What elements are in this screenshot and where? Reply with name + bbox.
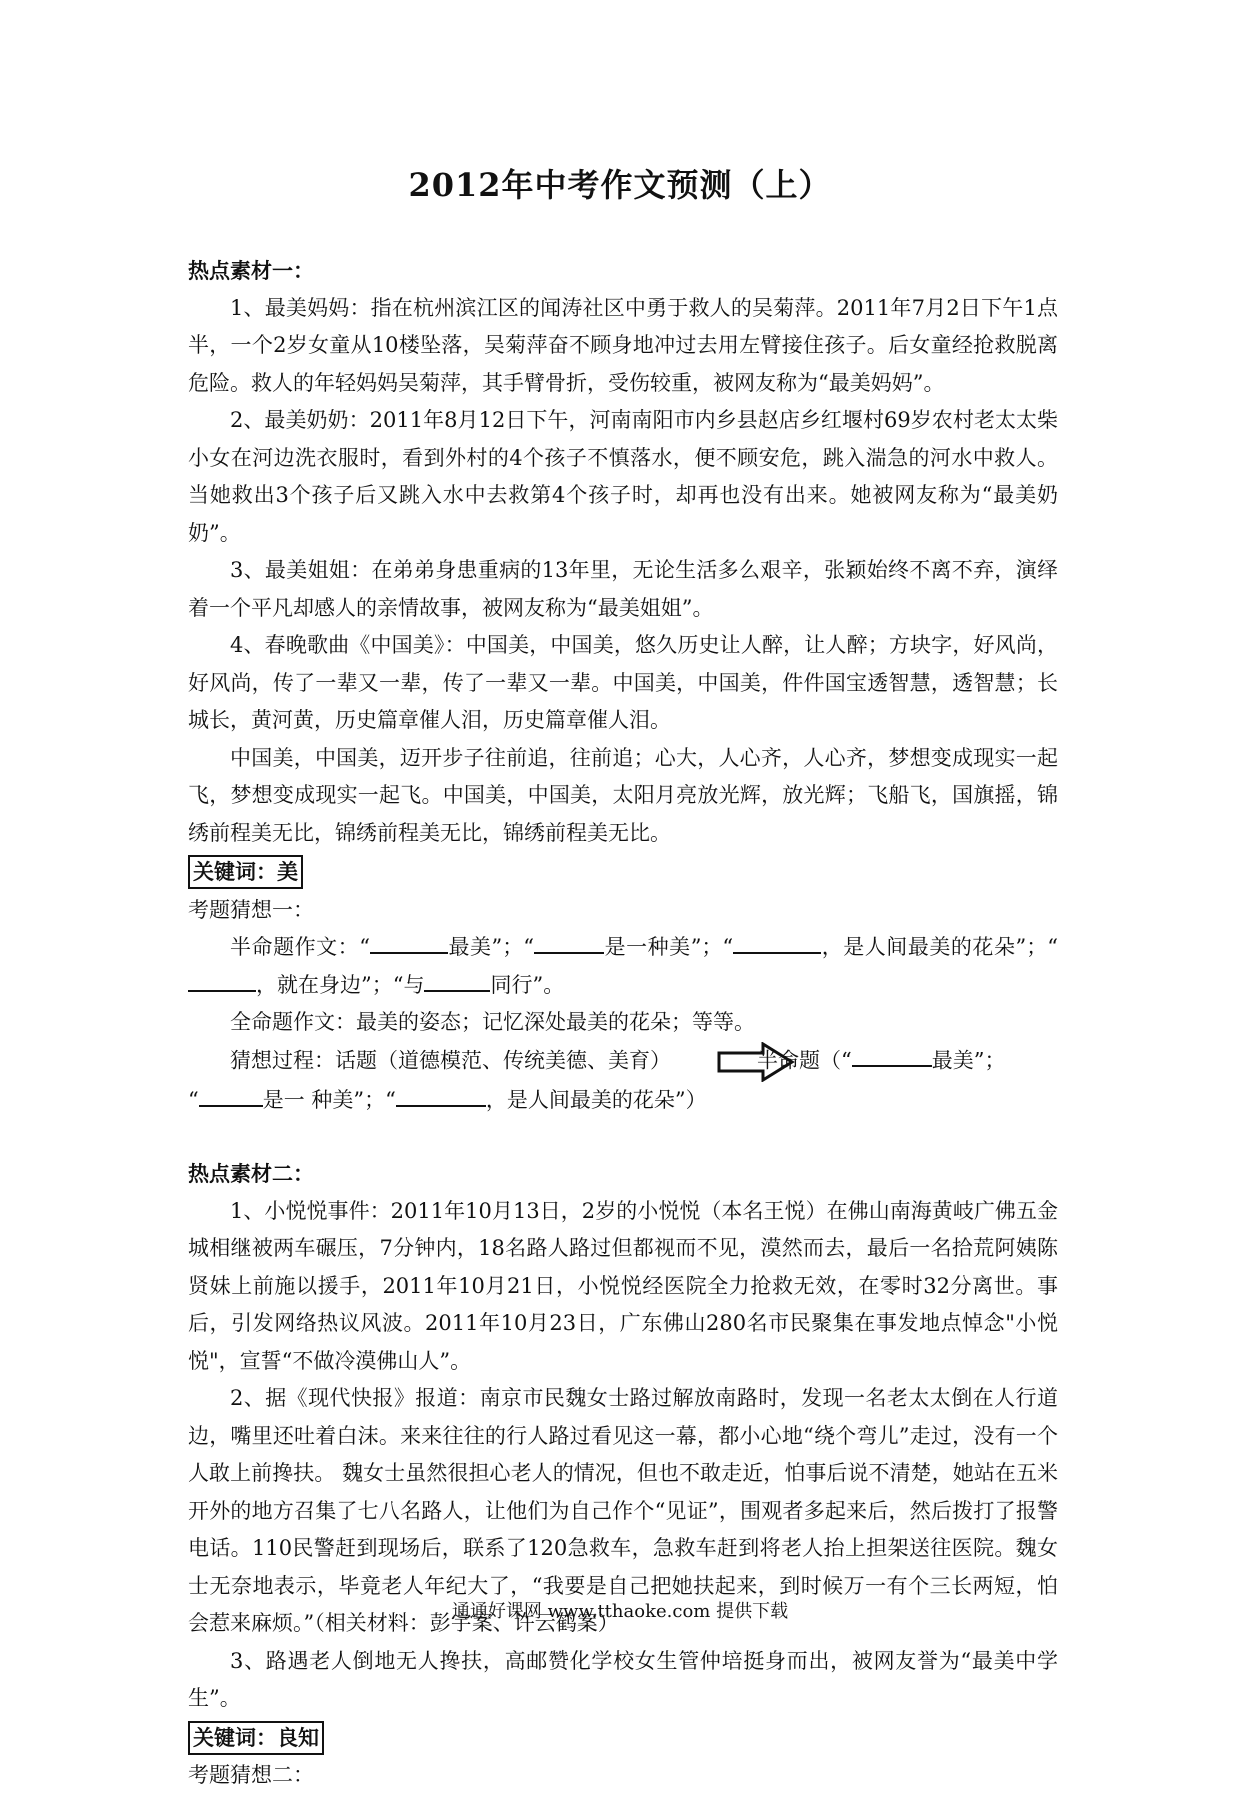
- full-proposition-line: 全命题作文：最美的姿态；记忆深处最美的花朵；等等。: [230, 1010, 755, 1034]
- right-arrow-icon: [675, 1042, 753, 1082]
- paragraph: 3、路遇老人倒地无人搀扶，高邮赞化学校女生管仲培挺身而出，被网友誉为“最美中学生”。: [188, 1648, 1058, 1710]
- section-heading-1: 热点素材一：: [188, 258, 314, 283]
- page-footer: 通通好课网 www.tthaoke.com 提供下载: [451, 1601, 789, 1622]
- text-fragment: 是一种美”；“: [604, 935, 734, 959]
- text-fragment: ，是人间最美的花朵”）: [485, 1087, 707, 1112]
- paragraph: 中国美，中国美，迈开步子往前追，往前追；心大，人心齐，人心齐，梦想变成现实一起飞，梦想变成现实一起飞。中国美，中国美，太阳月亮放光辉，放光辉；飞船飞，国旗摇，锦绣前程美无比，锦绣前程美无比，锦绣前程美无比。: [188, 745, 1058, 845]
- blank-line: [733, 930, 821, 954]
- document-body: [188, 252, 1058, 1795]
- text-fragment: ，是人间最美的花朵”；“: [821, 935, 1058, 959]
- blank-line: [370, 930, 448, 954]
- text-fragment: 是一 种美”；“: [262, 1087, 396, 1112]
- text-fragment: 猜想过程：话题（道德模范、传统美德、美育）: [230, 1048, 671, 1072]
- text-fragment: 半命题（“: [757, 1048, 852, 1072]
- blank-line: [199, 1083, 263, 1107]
- text-fragment: 最美”；: [931, 1048, 1006, 1072]
- page-title: 2012年中考作文预测（上）: [408, 166, 832, 204]
- paragraph: 3、最美姐姐：在弟弟身患重病的13年里，无论生活多么艰辛，张颖始终不离不弃，演绎着一个平凡却感人的亲情故事，被网友称为“最美姐姐”。: [188, 558, 1058, 620]
- paragraph: 2、最美奶奶：2011年8月12日下午，河南南阳市内乡县赵店乡红堰村69岁农村老太太柴小女在河边洗衣服时，看到外村的4个孩子不慎落水，便不顾安危，跳入湍急的河水中救人。当她救出3个孩子后又跳入水中去救第4个孩子时，却再也没有出来。她被网友称为“最美奶奶”。: [188, 408, 1058, 545]
- blank-line: [188, 968, 256, 992]
- blank-line: [852, 1043, 932, 1067]
- text-fragment: 最美”；“: [447, 935, 535, 959]
- section-heading-2: 热点素材二：: [188, 1161, 314, 1186]
- paragraph: 1、小悦悦事件：2011年10月13日，2岁的小悦悦（本名王悦）在佛山南海黄岐广佛五金城相继被两车碾压，7分钟内，18名路人路过但都视而不见，漠然而去，最后一名拾荒阿姨陈贤妹上前施以援手，2011年10月21日，小悦悦经医院全力抢救无效，在零时32分离世。事后，引发网络热议风波。2011年10月23日，广东佛山280名市民聚集在事发地点悼念"小悦悦"，宣誓“不做冷漠佛山人”。: [188, 1198, 1058, 1373]
- guess-heading: 考题猜想二：: [188, 1763, 314, 1787]
- keyword-box: 关键词：美: [188, 855, 303, 889]
- text-fragment: ，就在身边”；“与: [256, 972, 425, 997]
- guess-process-line: [188, 1042, 1058, 1120]
- text-fragment: “: [359, 935, 370, 959]
- paragraph: 2、据《现代快报》报道：南京市民魏女士路过解放南路时，发现一名老太太倒在人行道边，嘴里还吐着白沫。来来往往的行人路过看见这一幕，都小心地“绕个弯儿”走过，没有一个人敢上前搀扶。 魏女士虽然很担心老人的情况，但也不敢走近，怕事后说不清楚，她站在五米开外的地方召集了七八名路人，让他们为自己作个“见证”，围观者多起来后，然后拨打了报警电话。110民警赶到现场后，联系了120急救车，急救车赶到将老人抬上担架送往医院。魏女士无奈地表示，毕竟老人年纪大了，“我要是自己把她扶起来，到时候万一有个三长两短，怕会惹来麻烦。”（相关材料：彭宇案、许云鹤案）: [188, 1386, 1058, 1635]
- guess-heading: 考题猜想一：: [188, 897, 314, 922]
- paragraph: 4、春晚歌曲《中国美》：中国美，中国美，悠久历史让人醉，让人醉；方块字，好风尚，好风尚，传了一辈又一辈，传了一辈又一辈。中国美，中国美，件件国宝透智慧，透智慧；长城长，黄河黄，历史篇章催人泪，历史篇章催人泪。: [188, 633, 1058, 732]
- text-fragment: 同行”。: [490, 972, 565, 997]
- blank-line: [396, 1083, 486, 1107]
- blank-line: [424, 968, 490, 992]
- half-label: 半命题作文：: [230, 935, 360, 959]
- blank-line: [534, 930, 604, 954]
- keyword-box: 关键词：良知: [188, 1721, 324, 1755]
- text-fragment: “: [188, 1087, 199, 1112]
- section-spacer: [188, 1119, 1058, 1155]
- half-proposition-line: [188, 929, 1058, 1004]
- paragraph: 1、最美妈妈：指在杭州滨江区的闻涛社区中勇于救人的吴菊萍。2011年7月2日下午1点半，一个2岁女童从10楼坠落，吴菊萍奋不顾身地冲过去用左臂接住孩子。后女童经抢救脱离危险。救人的年轻妈妈吴菊萍，其手臂骨折，受伤较重，被网友称为“最美妈妈”。: [188, 295, 1058, 395]
